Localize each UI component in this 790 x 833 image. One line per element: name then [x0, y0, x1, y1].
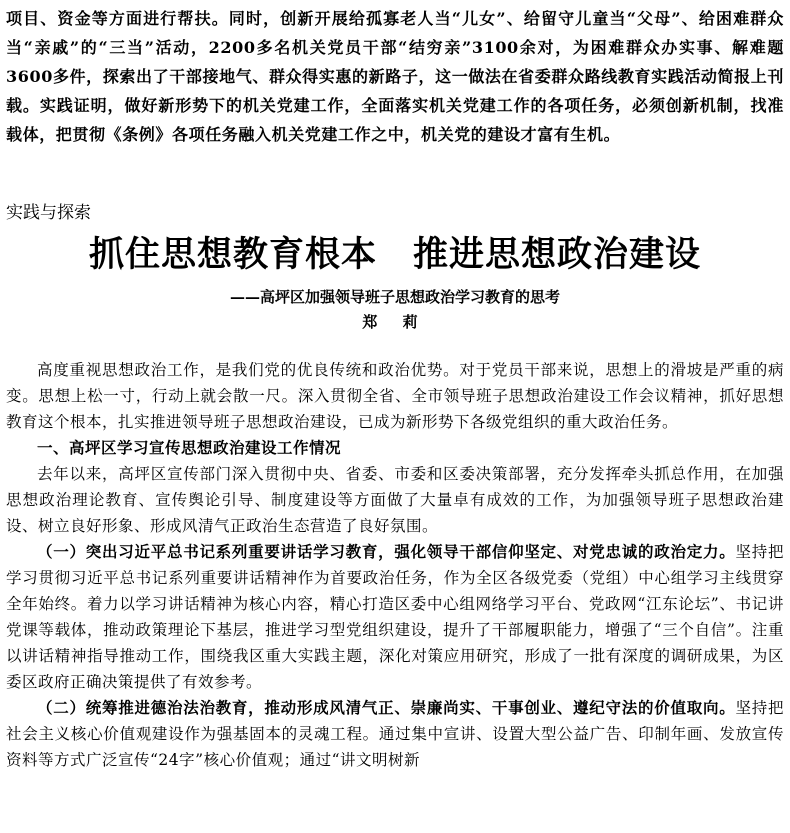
intro-paragraph: 高度重视思想政治工作，是我们党的优良传统和政治优势。对于党员干部来说，思想上的滑坡是严重的病变。思想上松一寸，行动上就会散一尺。深入贯彻全省、全市领导班子思想政治建设工作会议精神，抓好思想教育这个根本，扎实推进领导班子思想政治建设，已成为新形势下各级党组织的重大政治任务。 [6, 361, 784, 431]
article-author: 郑 莉 [362, 313, 428, 331]
previous-article-closing-paragraph [6, 4, 784, 149]
section-label: 实践与探索 [6, 203, 91, 223]
item-1-lead: （一）突出习近平总书记系列重要讲话学习教育，强化领导干部信仰坚定、对党忠诚的政治定力。 [37, 542, 736, 561]
article-body [6, 357, 784, 773]
item-2-text: 坚持把社会主义核心价值观建设作为强基固本的灵魂工程。通过集中宣讲、设置大型公益广告、印制年画、发放宣传资料等方式广泛宣传“24字”核心价值观；通过“讲文明树新 [6, 699, 784, 769]
article-subtitle: ——高坪区加强领导班子思想政治学习教育的思考 [229, 288, 560, 306]
article-title: 抓住思想教育根本 推进思想政治建设 [88, 234, 701, 275]
item-1-text: 坚持把学习贯彻习近平总书记系列重要讲话精神作为首要政治任务，作为全区各级党委（党组）中心组学习主线贯穿全年始终。着力以学习讲话精神为核心内容，精心打造区委中心组网络学习平台、党政网“江东论坛”、书记讲党课等载体，推动政策理论下基层，推进学习型党组织建设，提升了干部履职能力，增强了“三个自信”。注重以讲话精神指导推动工作，围绕我区重大实践主题，深化对策应用研究，形成了一批有深度的调研成果，为区委区政府正确决策提供了有效参考。 [6, 543, 784, 691]
closing-paragraph-emphasis: 实践证明， [39, 96, 125, 115]
body-paragraph-item-2 [6, 695, 784, 773]
body-paragraph: 去年以来，高坪区宣传部门深入贯彻中央、省委、市委和区委决策部署，充分发挥牵头抓总作用，在加强思想政治理论教育、宣传舆论引导、制度建设等方面做了大量卓有成效的工作，为加强领导班子思想政治建设、树立良好形象、形成风清气正政治生态营造了良好氛围。 [6, 465, 784, 535]
closing-paragraph-tail: 做好新形势下的机关党建工作，全面落实机关党建工作的各项任务，必须创新机制，找准载体，把贯彻《条例》各项任务融入机关党建工作之中，机关党的建设才富有生机。 [6, 96, 784, 144]
item-2-lead: （二）统筹推进德治法治教育，推动形成风清气正、崇廉尚实、干事创业、遵纪守法的价值取向。 [37, 698, 736, 717]
closing-paragraph-text: 项目、资金等方面进行帮扶。同时，创新开展给孤寡老人当“儿女”、给留守儿童当“父母”、给困难群众当“亲戚”的“三当”活动，2200多名机关党员干部“结穷亲”3100余对，为困难群众办实事、解难题3600多件，探索出了干部接地气、群众得实惠的新路子，这一做法在省委群众路线教育实践活动简报上刊载。 [6, 9, 784, 115]
section-heading: 一、高坪区学习宣传思想政治建设工作情况 [37, 438, 342, 457]
body-paragraph-item-1 [6, 539, 784, 695]
